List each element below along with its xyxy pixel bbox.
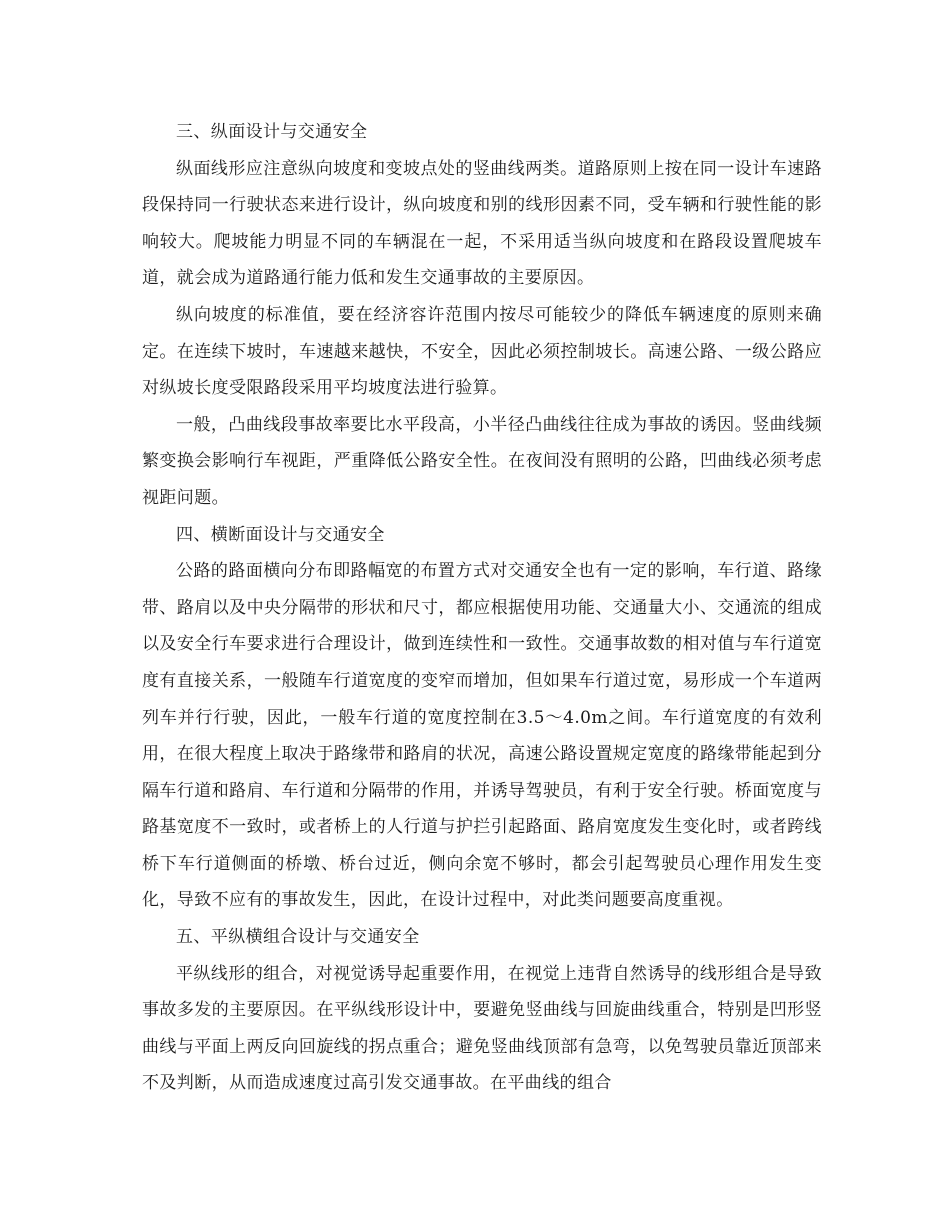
paragraph: 公路的路面横向分布即路幅宽的布置方式对交通安全也有一定的影响，车行道、路缘带、路肩以及中央分隔带的形状和尺寸，都应根据使用功能、交通量大小、交通流的组成以及安全行车要求进行合理设计，做到连续性和一致性。交通事故数的相对值与车行道宽度有直接关系，一般随车行道宽度的变窄而增加，但如果车行道过宽，易形成一个车道两列车并行行驶，因此，一般车行道的宽度控制在3.5～4.0m之间。车行道宽度的有效利用，在很大程度上取决于路缘带和路肩的状况，高速公路设置规定宽度的路缘带能起到分隔车行道和路肩、车行道和分隔带的作用，并诱导驾驶员，有利于安全行驶。桥面宽度与路基宽度不一致时，或者桥上的人行道与护拦引起路面、路肩宽度发生变化时，或者跨线桥下车行道侧面的桥墩、桥台过近，侧向余宽不够时，都会引起驾驶员心理作用发生变化，导致不应有的事故发生，因此，在设计过程中，对此类问题要高度重视。 [142,561,822,911]
paragraph: 平纵线形的组合，对视觉诱导起重要作用，在视觉上违背自然诱导的线形组合是导致事故多发的主要原因。在平纵线形设计中，要避免竖曲线与回旋曲线重合，特别是凹形竖曲线与平面上两反向回旋线的拐点重合；避免竖曲线顶部有急弯，以免驾驶员靠近顶部来不及判断，从而造成速度过高引发交通事故。在平曲线的组合 [142,963,822,1094]
section-heading: 四、横断面设计与交通安全 [176,524,385,545]
section-heading: 三、纵面设计与交通安全 [176,122,368,142]
paragraph: 纵向坡度的标准值，要在经济容许范围内按尽可能较少的降低车辆速度的原则来确定。在连续下坡时，车速越来越快，不安全，因此必须控制坡长。高速公路、一级公路应对纵坡长度受限路段采用平均坡度法进行验算。 [142,304,822,399]
paragraph: 一般，凸曲线段事故率要比水平段高，小半径凸曲线往往成为事故的诱因。竖曲线频繁变换会影响行车视距，严重降低公路安全性。在夜间没有照明的公路，凹曲线必须考虑视距问题。 [142,414,822,508]
paragraph: 纵面线形应注意纵向坡度和变坡点处的竖曲线两类。道路原则上按在同一设计车速路段保持同一行驶状态来进行设计，纵向坡度和别的线形因素不同，受车辆和行驶性能的影响较大。爬坡能力明显不同的车辆混在一起，不采用适当纵向坡度和在路段设置爬坡车道，就会成为道路通行能力低和发生交通事故的主要原因。 [142,158,822,289]
section-heading: 五、平纵横组合设计与交通安全 [176,927,420,948]
document-body [142,114,822,1102]
